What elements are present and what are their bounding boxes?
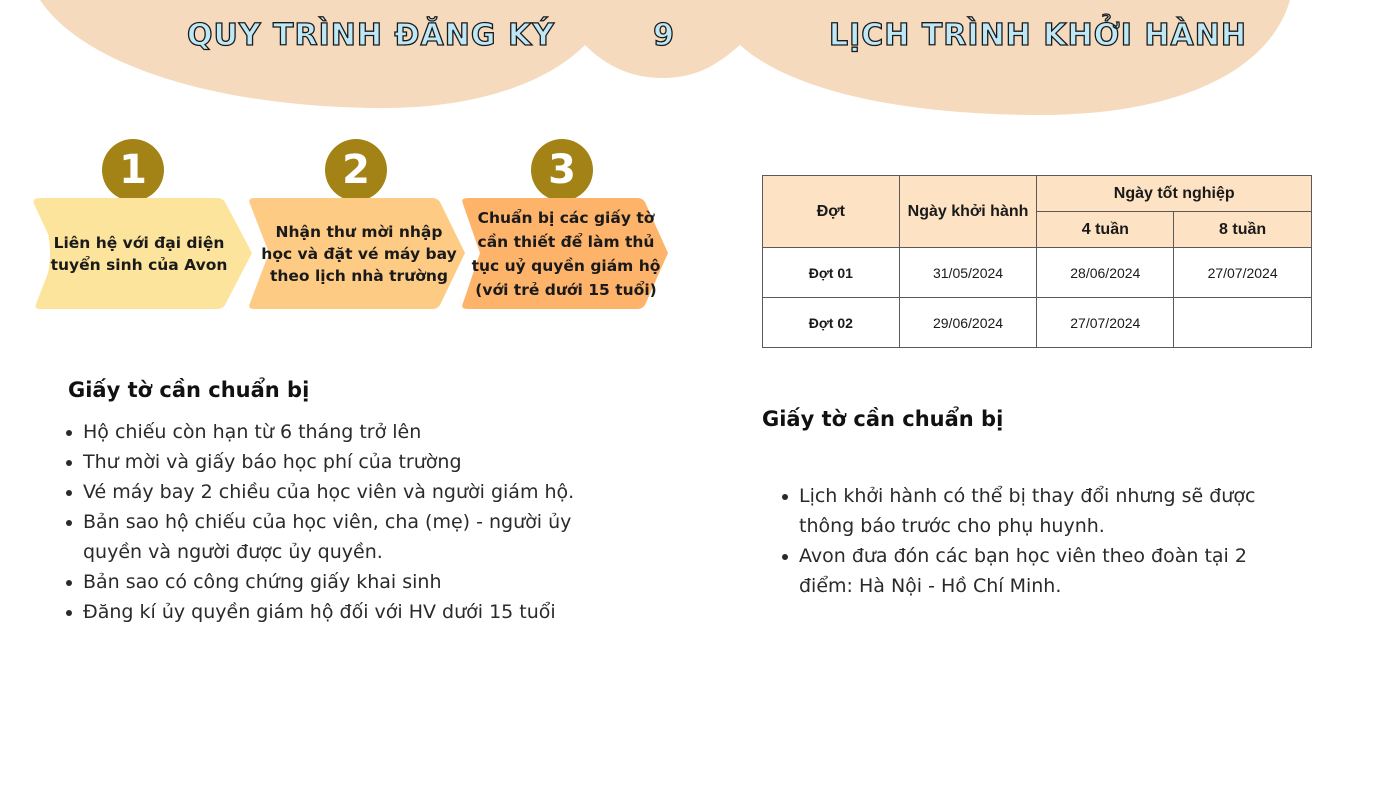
step-3-text: Chuẩn bị các giấy tờ cần thiết để làm thủ tục uỷ quyền giám hộ (với trẻ dưới 15 tuổi)	[471, 208, 661, 299]
required-documents-list	[65, 417, 605, 627]
header-departure-date: Ngày khởi hành	[899, 176, 1037, 248]
table-row	[763, 248, 1312, 298]
cell-departure: 29/06/2024	[899, 298, 1037, 348]
departure-schedule-table	[762, 175, 1312, 348]
cell-8-weeks	[1174, 298, 1312, 348]
page-number: 9	[653, 18, 675, 53]
header-8-weeks: 8 tuần	[1174, 212, 1312, 248]
list-item: Đăng kí ủy quyền giám hộ đối với HV dưới 15 tuổi	[65, 597, 605, 627]
step-1-text: Liên hệ với đại diện tuyển sinh của Avon	[50, 233, 228, 274]
list-item: Avon đưa đón các bạn học viên theo đoàn tại 2 điểm: Hà Nội - Hồ Chí Minh.	[781, 541, 1281, 601]
header-4-weeks: 4 tuần	[1037, 212, 1174, 248]
step-2-text: Nhận thư mời nhập học và đặt vé máy bay theo lịch nhà trường	[261, 222, 457, 285]
cell-4-weeks: 27/07/2024	[1037, 298, 1174, 348]
section-title-departure-schedule: LỊCH TRÌNH KHỞI HÀNH	[829, 18, 1247, 53]
cell-batch: Đợt 01	[763, 248, 900, 298]
right-section-heading: Giấy tờ cần chuẩn bị	[762, 407, 1004, 431]
step-1-number-badge: 1	[102, 139, 164, 201]
step-3-number-badge: 3	[531, 139, 593, 201]
list-item: Bản sao có công chứng giấy khai sinh	[65, 567, 605, 597]
step-3-chevron	[456, 198, 668, 309]
left-section-heading: Giấy tờ cần chuẩn bị	[68, 378, 310, 402]
table-row	[763, 298, 1312, 348]
cell-8-weeks: 27/07/2024	[1174, 248, 1312, 298]
step-1-chevron	[30, 198, 252, 309]
list-item: Lịch khởi hành có thể bị thay đổi nhưng sẽ được thông báo trước cho phụ huynh.	[781, 481, 1281, 541]
schedule-notes-list	[781, 481, 1281, 601]
step-2-chevron	[243, 198, 465, 309]
header-batch: Đợt	[763, 176, 900, 248]
section-title-registration: QUY TRÌNH ĐĂNG KÝ	[187, 18, 555, 53]
step-2-number-badge: 2	[325, 139, 387, 201]
list-item: Bản sao hộ chiếu của học viên, cha (mẹ) - người ủy quyền và người được ủy quyền.	[65, 507, 605, 567]
header-graduation-date: Ngày tốt nghiệp	[1037, 176, 1312, 212]
list-item: Hộ chiếu còn hạn từ 6 tháng trở lên	[65, 417, 605, 447]
list-item: Thư mời và giấy báo học phí của trường	[65, 447, 605, 477]
cell-departure: 31/05/2024	[899, 248, 1037, 298]
list-item: Vé máy bay 2 chiều của học viên và người giám hộ.	[65, 477, 605, 507]
cell-4-weeks: 28/06/2024	[1037, 248, 1174, 298]
cell-batch: Đợt 02	[763, 298, 900, 348]
